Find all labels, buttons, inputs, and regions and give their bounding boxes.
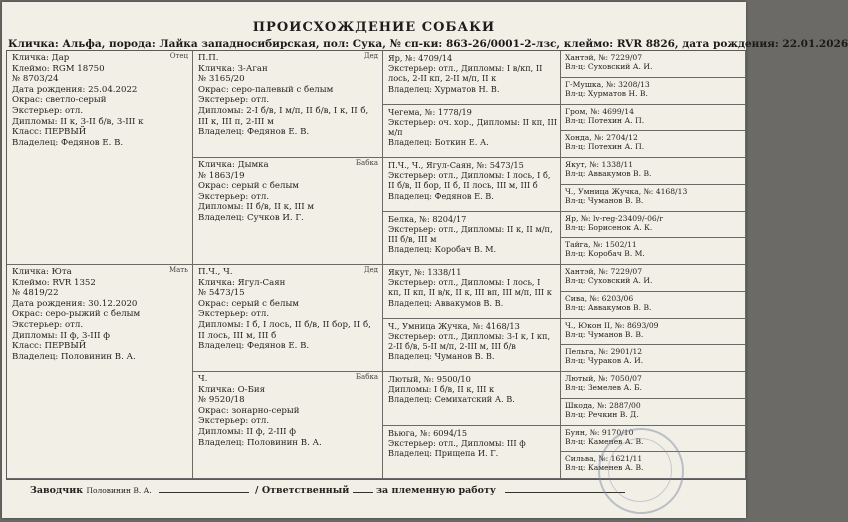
text-line: Экстерьер: отл., Дипломы: II к, II м/п, [388,223,553,234]
text-line: Экстерьер: отл., Дипломы: I в/кп, II [388,63,543,74]
text-line: Экстерьер: отл. [12,105,84,116]
text-line: Яр, №: lv-reg-23409/-06/г [565,213,664,223]
father-caption: Отец [169,52,188,60]
text-line: Буян, №: 9170/10 [565,427,634,437]
text-line: Г-Мушка, №: 3208/13 [565,79,650,89]
text-line: Дипломы: II б/в, II к, III м [198,202,315,213]
text-line: Вл-ц: Каменев А. В. [565,463,644,473]
great-great-grandparent-cell [561,51,746,78]
text-line: Владелец: Федянов Е. В. [198,341,310,352]
text-line: Окрас: зонарно-серый [198,405,300,416]
great-great-grandparent-cell [561,399,746,426]
text-line: Дипломы: I б/в, II к, III к [388,384,495,395]
text-line: Шкода, №: 2887/00 [565,400,641,410]
text-line: Ч., Умница Жучка, №: 4168/13 [565,186,688,196]
text-line: Кличка: Дар [12,53,70,63]
text-line: Экстерьер: отл. [198,416,270,427]
text-line: Вл-ц: Аввакумов В. В. [565,169,652,179]
grandmother-caption: Бабка [355,159,378,167]
text-line: Вл-ц: Коробач В. М. [565,249,645,259]
text-line: Кличка: Ягул-Саян [198,277,286,288]
text-line: Владелец: Боткин Е. А. [388,137,489,148]
text-line: Вл-ц: Чуманов В. В. [565,195,644,205]
text-line: Вл-ц: Речкин В. Д. [565,409,639,419]
spacer-line [353,492,373,493]
seal-stamp-inner [608,438,672,502]
text-line: Дипломы: II ф, 2-III ф [198,426,296,437]
text-line: Дипломы: 2-I б/в, I м/п, II б/в, I к, II б, [198,105,369,116]
text-line: Владелец: Хурматов Н. В. [388,83,500,94]
text-line: Вл-ц: Хурматов Н. В. [565,88,648,98]
text-line: Гром, №: 4699/14 [565,106,634,116]
great-grandparent-cell [383,372,561,426]
text-line: Хантэй, №: 7229/07 [565,267,643,276]
text-line: Класс: ПЕРВЫЙ [12,127,87,138]
text-line: Клеймо: RVR 1352 [12,277,96,288]
text-line: Кличка: Юта [12,267,72,277]
great-great-grandparent-cell [561,105,746,132]
text-line: Белка, №: 8204/17 [388,213,467,224]
text-line: Владелец: Коробач В. М. [388,244,497,255]
text-line: № 8703/24 [12,74,59,85]
mother-cell [7,265,193,479]
text-line: Якут, №: 1338/11 [388,267,462,277]
text-line: Окрас: серый с белым [198,298,299,309]
paternal-grandmother-cell [193,158,383,265]
great-great-grandparent-cell [561,265,746,292]
maternal-grandmother-cell [193,372,383,479]
great-great-grandparent-cell [561,158,746,185]
great-great-grandparent-cell [561,185,746,212]
grandfather-caption: Дед [363,266,378,274]
text-line: Владелец: Федянов Е. В. [388,190,494,201]
text-line: м/п [388,126,403,137]
text-line: Окрас: серо-палевый с белым [198,84,334,95]
text-line: Владелец: Сучков И. Г. [198,212,304,223]
text-line: Кличка: О-Бия [198,384,266,395]
text-line: Вл-ц: Борисенок А. К. [565,222,653,232]
text-line: Дата рождения: 30.12.2020 [12,298,138,309]
text-line: Экстерьер: отл. [198,309,270,320]
text-line: Экстерьер: отл. [198,191,270,202]
great-grandparent-cell [383,319,561,373]
text-line: Экстерьер: отл. [12,319,84,330]
grandfather-caption: Дед [363,52,378,60]
breeding-work-label: за племенную работу [375,485,496,496]
text-line: Вл-ц: Чураков А. И. [565,356,644,366]
text-line: Экстерьер: отл. [198,95,270,106]
text-line: № 5473/15 [198,288,245,299]
text-line: Ч. [198,374,208,384]
text-line: Владелец: Семихатский А. В. [388,394,515,405]
text-line: Тайга, №: 1502/11 [565,240,637,250]
text-line: Владелец: Аввакумов В. В. [388,297,504,308]
text-line: Лютый, №: 9500/10 [388,374,471,384]
text-line: III б/в, III м [388,233,437,244]
text-line: № 9520/18 [198,395,245,406]
text-line: Окрас: светло-серый [12,95,107,106]
great-grandparent-cell [383,105,561,159]
text-line: Лютый, №: 7050/07 [565,374,642,383]
text-line: Экстерьер: оч. хор., Дипломы: II кп, III [388,116,558,127]
text-line: П.Ч., Ч., Ягул-Саян, №: 5473/15 [388,160,524,170]
text-line: Окрас: серо-рыжий с белым [12,309,141,320]
text-line: Дипломы: I б, I лось, II б/в, II бор, II б, [198,319,371,330]
text-line: Владелец: Федянов Е. В. [198,127,310,138]
great-great-grandparent-cell [561,212,746,239]
text-line: № 1863/19 [198,170,245,181]
text-line: Сива, №: 6203/06 [565,293,634,303]
text-line: Чегема, №: 1778/19 [388,106,472,117]
text-line: Класс: ПЕРВЫЙ [12,341,87,352]
text-line: № 3165/20 [198,74,245,85]
text-line: Пельга, №: 2901/12 [565,347,643,357]
great-grandparent-cell [383,426,561,480]
breeder-label: Заводчик [30,485,84,496]
great-great-grandparent-cell [561,131,746,158]
text-line: Вл-ц: Каменев А. В. [565,436,644,446]
great-grandparent-cell [383,265,561,319]
great-grandparent-cell [383,158,561,212]
text-line: III к, III п, 2-III м [198,116,274,127]
text-line: Якут, №: 1338/11 [565,160,634,169]
text-line: Вл-ц: Потехин А. П. [565,142,645,152]
text-line: Экстерьер: отл., Дипломы: I лось, I б, [388,170,551,181]
mother-caption: Мать [168,266,188,274]
text-line: Экстерьер: отл., Дипломы: III ф [388,437,526,448]
breeder-name: Половинин В. А. [86,486,152,495]
father-cell [7,51,193,265]
text-line: лось, 2-II кп, 2-II м/п, II к [388,73,497,84]
grandmother-caption: Бабка [355,373,378,381]
text-line: Дата рождения: 25.04.2022 [12,84,138,95]
great-grandparent-cell [383,51,561,105]
text-line: П.П. [198,53,219,63]
text-line: Владелец: Прищепа И. Г. [388,447,499,458]
great-great-grandparent-cell [561,78,746,105]
text-line: Яр, №: 4709/14 [388,53,453,63]
text-line: Экстерьер: отл., Дипломы: 3-I к, I кп, [388,330,551,341]
text-line: Владелец: Федянов Е. В. [12,137,124,148]
text-line: Вл-ц: Аввакумов В. В. [565,302,652,312]
text-line: Хантэй, №: 7229/07 [565,53,643,62]
text-line: Вл-ц: Суховский А. И. [565,276,653,286]
maternal-grandfather-cell [193,265,383,372]
text-line: II лось, III м, III б [198,330,277,341]
text-line: Кличка: Дымка [198,160,269,170]
signature-row: Заводчик Половинин В. А. / Ответственный за племенную работу [30,485,625,496]
text-line: 2-II б/в, 5-II м/п, 2-III м, III б/в [388,340,516,351]
text-line: Хонда, №: 2704/12 [565,133,638,143]
text-line: Кличка: З-Аган [198,63,268,74]
breeder-signature-line [159,492,249,493]
text-line: Вьюга, №: 6094/15 [388,427,468,438]
text-line: П.Ч., Ч. [198,267,233,277]
great-great-grandparent-cell [561,319,746,346]
pedigree-certificate [2,2,848,518]
text-line: Владелец: Половинин В. А. [198,437,322,448]
text-line: Ч., Умница Жучка, №: 4168/13 [388,320,520,331]
dog-summary: Кличка: Альфа, порода: Лайка западносибирская, пол: Сука, № сп-ки: 863-26/0001-2-лзс, клеймо: RVR 8826, дата рождения: 22.01.2026 [8,38,848,50]
text-line: Дипломы: II ф, 3-III ф [12,330,110,341]
great-great-grandparent-cell [561,238,746,265]
text-line: Сильва, №: 1621/11 [565,454,643,464]
text-line: Владелец: Половинин В. А. [12,351,136,362]
great-great-grandparent-cell [561,345,746,372]
text-line: кп, II кп, II в/к, II к, III вп, III м/п, III к [388,287,552,298]
great-great-grandparent-cell [561,372,746,399]
great-grandparent-cell [383,212,561,266]
text-line: Вл-ц: Земелев А. Б. [565,383,643,393]
text-line: № 4819/22 [12,288,59,299]
text-line: II б/в, II бор, II б, II лось, III м, III б [388,180,538,191]
text-line: Окрас: серый с белым [198,181,299,192]
text-line: Вл-ц: Чуманов В. В. [565,329,644,339]
pedigree-grid [6,50,747,480]
great-great-grandparent-cell [561,292,746,319]
text-line: Дипломы: II к, 3-II б/в, 3-III к [12,116,144,127]
responsible-label: Ответственный [261,485,350,496]
text-line: Вл-ц: Суховский А. И. [565,62,653,72]
text-line: Клеймо: RGM 18750 [12,63,105,74]
text-line: Вл-ц: Потехин А. П. [565,115,645,125]
document-title: ПРОИСХОЖДЕНИЕ СОБАКИ [252,20,496,35]
text-line: Ч., Юкон II, №: 8693/09 [565,320,659,330]
text-line: Владелец: Чуманов В. В. [388,351,495,362]
text-line: Экстерьер: отл., Дипломы: I лось, I [388,277,541,288]
paternal-grandfather-cell [193,51,383,158]
